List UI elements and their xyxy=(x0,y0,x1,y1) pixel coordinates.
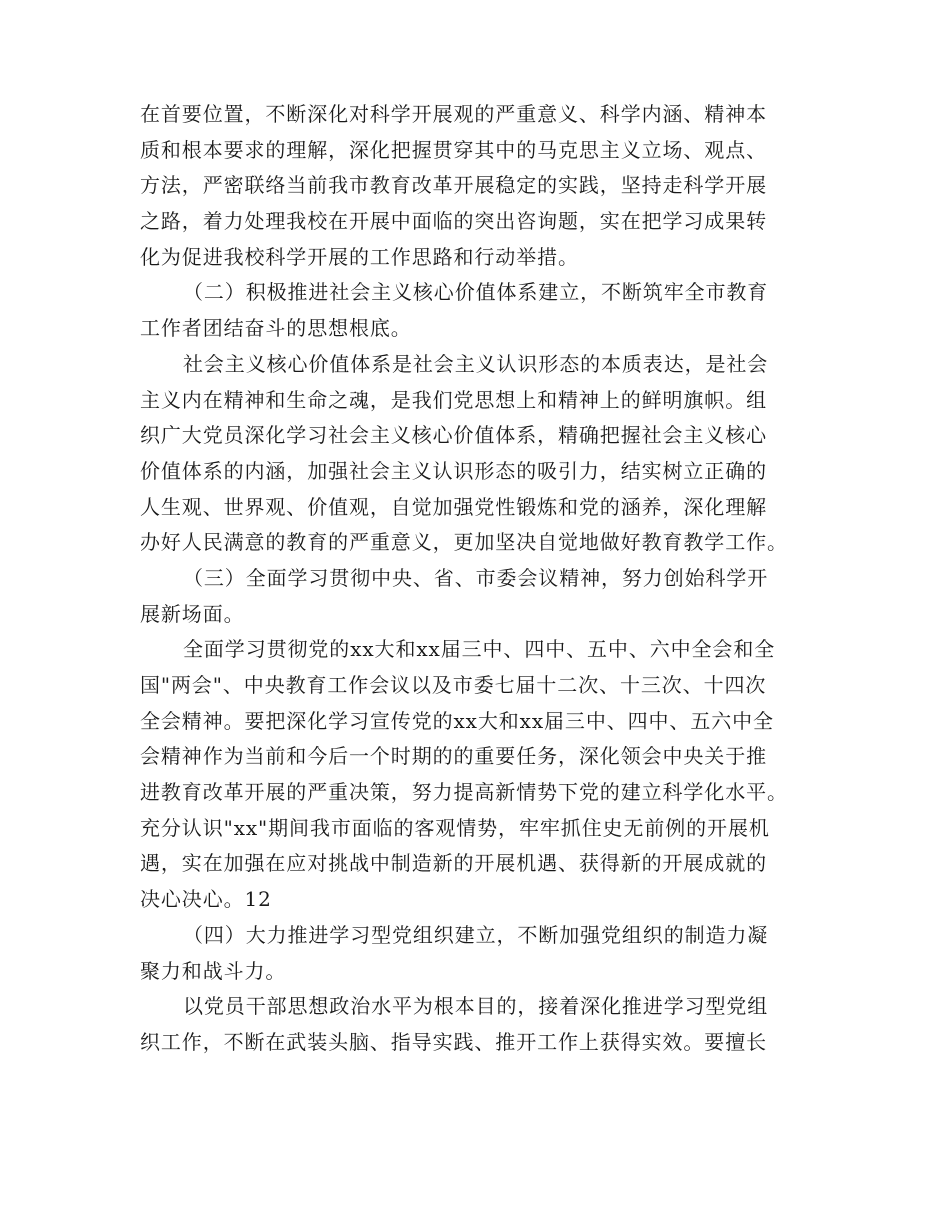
text-line-11: 价值体系的内涵，加强社会主义认识形态的吸引力，结实树立正确的 xyxy=(140,458,767,483)
text-line-18: 全会精神。要把深化学习宣传党的xx大和xx届三中、四中、五六中全 xyxy=(140,708,774,733)
section-heading-3: （三）全面学习贯彻中央、省、市委会议精神，努力创始科学开 xyxy=(183,565,769,590)
text-line-15: 展新场面。 xyxy=(140,601,245,626)
paragraph-start-3: 全面学习贯彻党的xx大和xx届三中、四中、五中、六中全会和全 xyxy=(183,637,776,662)
section-heading-2: （二）积极推进社会主义核心价值体系建立，不断筑牢全市教育 xyxy=(183,280,769,305)
text-line-21: 充分认识"xx"期间我市面临的客观情势，牢牢抓住史无前例的开展机 xyxy=(140,815,770,840)
text-line-17: 国"两会"、中央教育工作会议以及市委七届十二次、十三次、十四次 xyxy=(140,673,767,697)
document-page xyxy=(140,97,840,1061)
text-line-23: 决心决心。12 xyxy=(140,887,272,912)
text-line-2: 质和根本要求的理解，深化把握贯穿其中的马克思主义立场、观点、 xyxy=(140,137,767,162)
text-line-20: 进教育改革开展的严重决策，努力提高新情势下党的建立科学化水平。 xyxy=(140,780,788,805)
paragraph-start-4: 以党员干部思想政治水平为根本目的，接着深化推进学习型党组 xyxy=(183,994,769,1019)
text-line-7: 工作者团结奋斗的思想根底。 xyxy=(140,316,412,341)
text-line-3: 方法，严密联络当前我市教育改革开展稳定的实践，坚持走科学开展 xyxy=(140,173,767,198)
text-line-25: 聚力和战斗力。 xyxy=(140,958,287,983)
text-line-10: 织广大党员深化学习社会主义核心价值体系，精确把握社会主义核心 xyxy=(140,423,767,448)
text-line-12: 人生观、世界观、价值观，自觉加强党性锻炼和党的涵养，深化理解 xyxy=(140,494,767,519)
text-line-22: 遇，实在加强在应对挑战中制造新的开展机遇、获得新的开展成就的 xyxy=(140,851,767,876)
text-line-27: 织工作，不断在武装头脑、指导实践、推开工作上获得实效。要擅长 xyxy=(140,1029,767,1054)
text-line-5: 化为促进我校科学开展的工作思路和行动举措。 xyxy=(140,244,579,269)
text-line-19: 会精神作为当前和今后一个时期的的重要任务，深化领会中央关于推 xyxy=(140,744,767,769)
text-line-13: 办好人民满意的教育的严重意义，更加坚决自觉地做好教育教学工作。 xyxy=(140,530,788,555)
text-line-1: 在首要位置，不断深化对科学开展观的严重意义、科学内涵、精神本 xyxy=(140,102,767,126)
text-line-9: 主义内在精神和生命之魂，是我们党思想上和精神上的鲜明旗帜。组 xyxy=(140,387,767,412)
text-line-4: 之路，着力处理我校在开展中面临的突出咨询题，实在把学习成果转 xyxy=(140,209,767,234)
paragraph-start-2: 社会主义核心价值体系是社会主义认识形态的本质表达，是社会 xyxy=(183,351,769,376)
section-heading-4: （四）大力推进学习型党组织建立，不断加强党组织的制造力凝 xyxy=(183,922,769,947)
